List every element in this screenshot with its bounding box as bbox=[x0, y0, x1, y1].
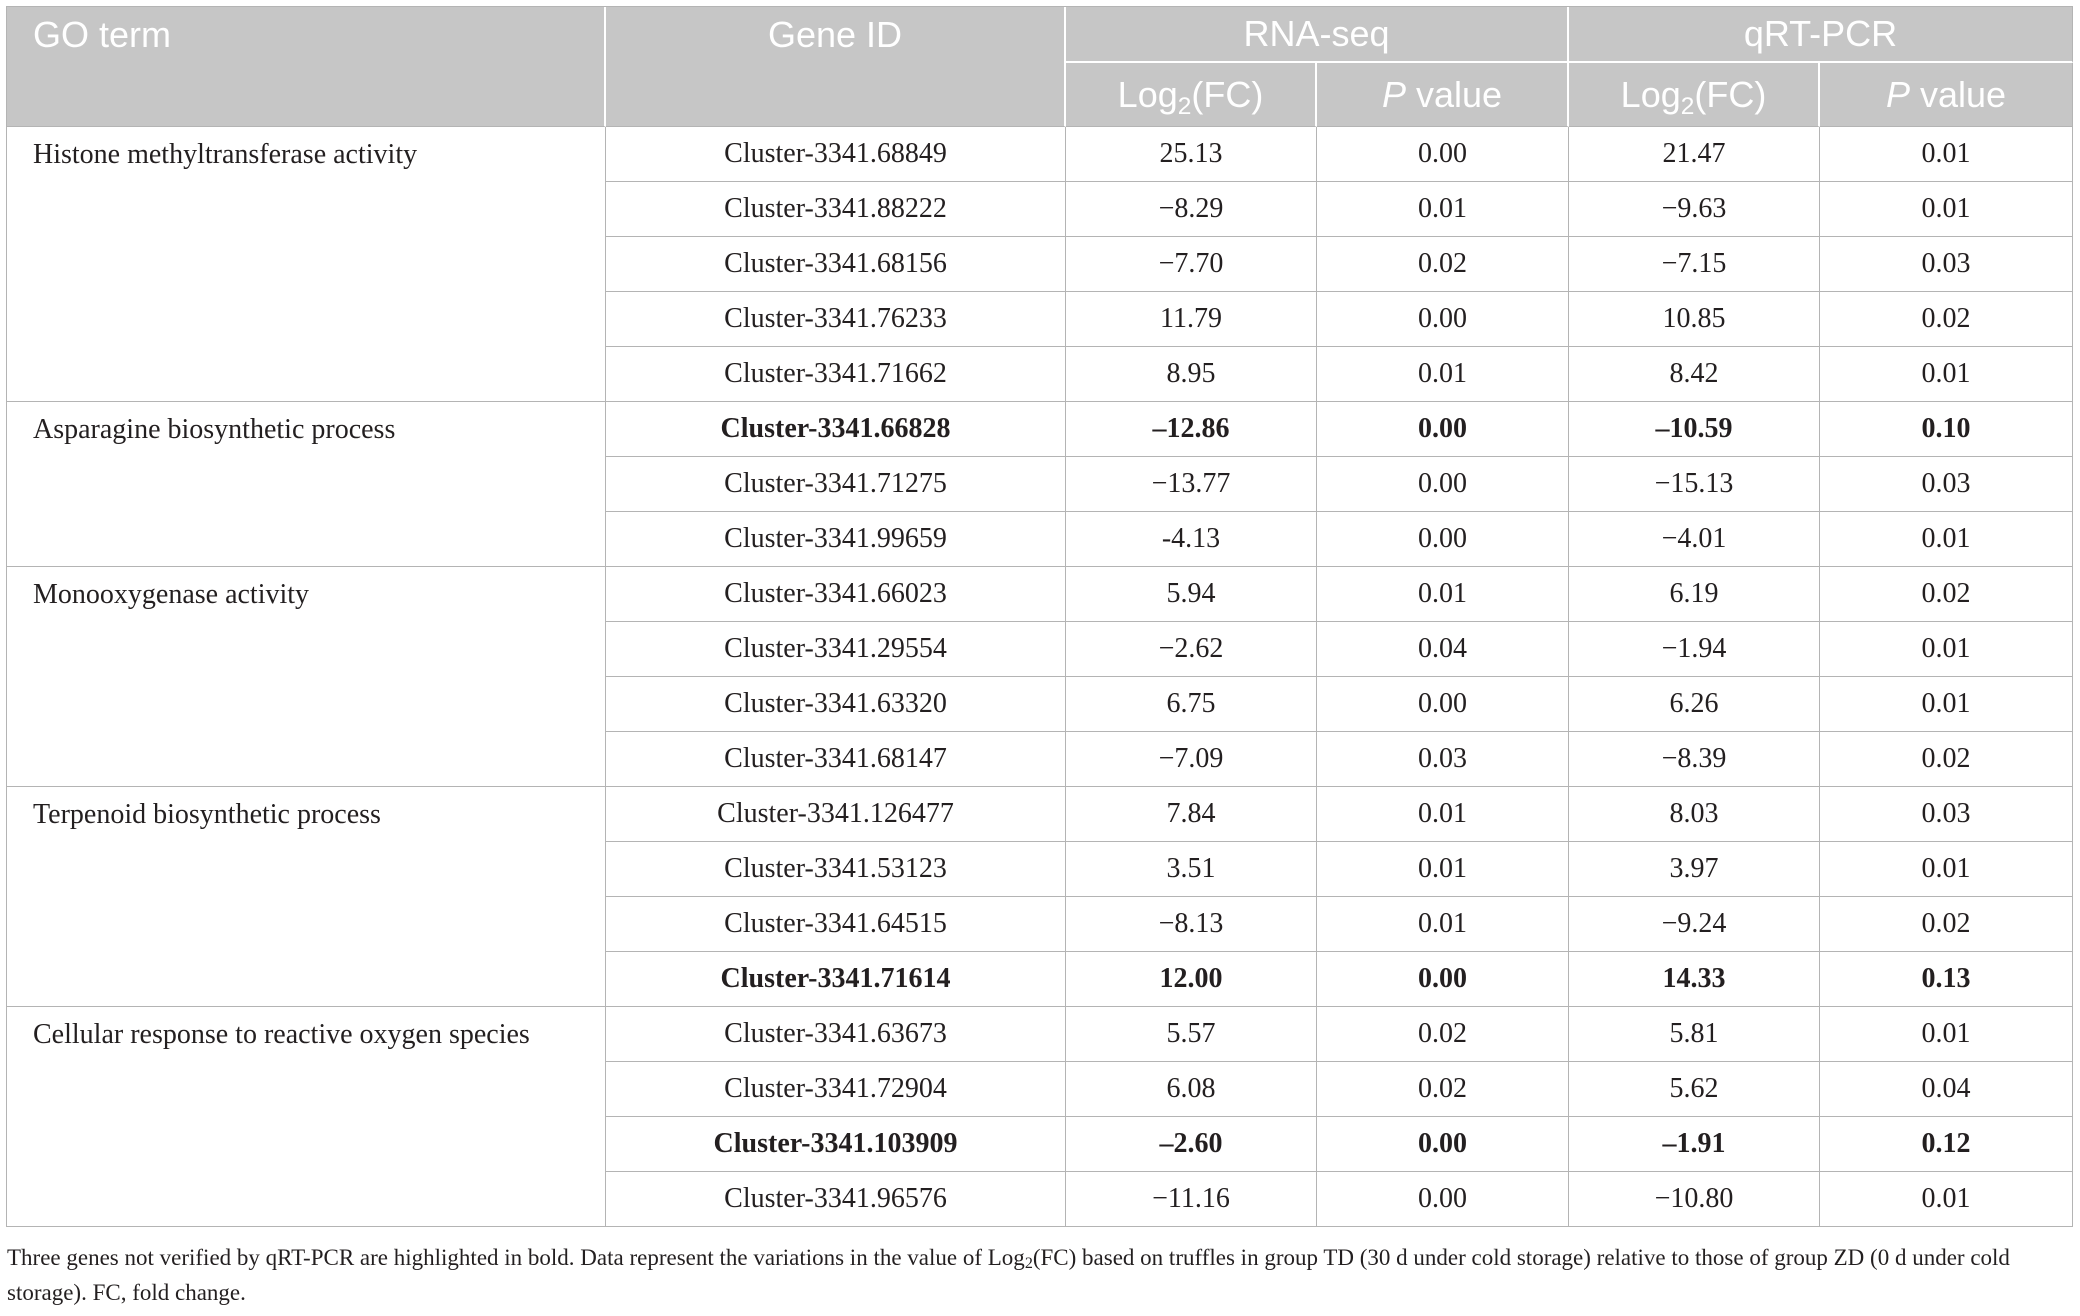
rna-seq-log2fc-cell: –12.86 bbox=[1066, 402, 1317, 457]
qrt-pcr-log2fc-cell: −1.94 bbox=[1569, 622, 1820, 677]
rna-seq-log2fc-cell: 7.84 bbox=[1066, 787, 1317, 842]
qrt-pcr-log2fc-cell: 8.42 bbox=[1569, 347, 1820, 402]
qrt-pcr-log2fc-cell: 5.81 bbox=[1569, 1007, 1820, 1062]
gene-validation-table bbox=[6, 6, 2073, 1227]
qrt-pcr-log2fc-cell: –10.59 bbox=[1569, 402, 1820, 457]
qrt-pcr-log2fc-cell: −15.13 bbox=[1569, 457, 1820, 512]
go-term-cell: Monooxygenase activity bbox=[7, 567, 606, 787]
qrt-pcr-p-value-cell: 0.10 bbox=[1820, 402, 2073, 457]
header-qrt-pcr-p-value bbox=[1820, 63, 2073, 127]
gene-id-cell: Cluster-3341.76233 bbox=[606, 292, 1066, 347]
qrt-pcr-p-value-cell: 0.01 bbox=[1820, 1172, 2073, 1227]
rna-seq-log2fc-cell: -4.13 bbox=[1066, 512, 1317, 567]
qrt-pcr-p-value-cell: 0.02 bbox=[1820, 292, 2073, 347]
rna-seq-p-value-cell: 0.01 bbox=[1317, 567, 1569, 622]
qrt-pcr-log2fc-cell: −4.01 bbox=[1569, 512, 1820, 567]
table-footnote bbox=[7, 1240, 2073, 1310]
rna-seq-log2fc-cell: −7.09 bbox=[1066, 732, 1317, 787]
rna-seq-p-value-cell: 0.02 bbox=[1317, 1007, 1569, 1062]
go-term-cell: Asparagine biosynthetic process bbox=[7, 402, 606, 567]
log2fc-subscript: 2 bbox=[1177, 92, 1192, 120]
rna-seq-log2fc-cell: 11.79 bbox=[1066, 292, 1317, 347]
rna-seq-p-value-cell: 0.01 bbox=[1317, 897, 1569, 952]
rna-seq-p-value-cell: 0.01 bbox=[1317, 842, 1569, 897]
rna-seq-p-value-cell: 0.00 bbox=[1317, 1117, 1569, 1172]
p-value-rest: value bbox=[1405, 73, 1503, 115]
rna-seq-p-value-cell: 0.00 bbox=[1317, 457, 1569, 512]
p-value-label bbox=[1382, 74, 1502, 116]
gene-id-cell: Cluster-3341.68156 bbox=[606, 237, 1066, 292]
qrt-pcr-log2fc-cell: 6.26 bbox=[1569, 677, 1820, 732]
header-go-term: GO term bbox=[7, 7, 606, 127]
gene-id-cell: Cluster-3341.68147 bbox=[606, 732, 1066, 787]
gene-id-cell: Cluster-3341.71662 bbox=[606, 347, 1066, 402]
qrt-pcr-log2fc-cell: 3.97 bbox=[1569, 842, 1820, 897]
header-rna-seq-p-value bbox=[1317, 63, 1569, 127]
qrt-pcr-p-value-cell: 0.13 bbox=[1820, 952, 2073, 1007]
qrt-pcr-p-value-cell: 0.01 bbox=[1820, 127, 2073, 182]
go-term-cell: Terpenoid biosynthetic process bbox=[7, 787, 606, 1007]
go-term-cell: Histone methyltransferase activity bbox=[7, 127, 606, 402]
qrt-pcr-p-value-cell: 0.04 bbox=[1820, 1062, 2073, 1117]
rna-seq-p-value-cell: 0.02 bbox=[1317, 1062, 1569, 1117]
footnote-subscript: 2 bbox=[1024, 1255, 1033, 1273]
rna-seq-p-value-cell: 0.00 bbox=[1317, 127, 1569, 182]
log2fc-label bbox=[1117, 73, 1264, 120]
log2fc-base: Log bbox=[1620, 73, 1681, 115]
header-gene-id: Gene ID bbox=[606, 7, 1066, 127]
gene-id-cell: Cluster-3341.29554 bbox=[606, 622, 1066, 677]
qrt-pcr-log2fc-cell: −7.15 bbox=[1569, 237, 1820, 292]
qrt-pcr-log2fc-cell: 6.19 bbox=[1569, 567, 1820, 622]
rna-seq-log2fc-cell: 8.95 bbox=[1066, 347, 1317, 402]
log2fc-suffix: (FC) bbox=[1694, 73, 1767, 115]
qrt-pcr-log2fc-cell: −9.24 bbox=[1569, 897, 1820, 952]
log2fc-label bbox=[1620, 73, 1767, 120]
qrt-pcr-log2fc-cell: −9.63 bbox=[1569, 182, 1820, 237]
rna-seq-log2fc-cell: 25.13 bbox=[1066, 127, 1317, 182]
rna-seq-log2fc-cell: −11.16 bbox=[1066, 1172, 1317, 1227]
qrt-pcr-p-value-cell: 0.01 bbox=[1820, 677, 2073, 732]
rna-seq-log2fc-cell: −8.29 bbox=[1066, 182, 1317, 237]
rna-seq-log2fc-cell: 6.75 bbox=[1066, 677, 1317, 732]
qrt-pcr-log2fc-cell: −8.39 bbox=[1569, 732, 1820, 787]
qrt-pcr-log2fc-cell: 14.33 bbox=[1569, 952, 1820, 1007]
p-value-italic-p: P bbox=[1381, 73, 1406, 115]
gene-id-cell: Cluster-3341.71275 bbox=[606, 457, 1066, 512]
rna-seq-p-value-cell: 0.00 bbox=[1317, 1172, 1569, 1227]
gene-id-cell: Cluster-3341.68849 bbox=[606, 127, 1066, 182]
rna-seq-log2fc-cell: −7.70 bbox=[1066, 237, 1317, 292]
rna-seq-log2fc-cell: −8.13 bbox=[1066, 897, 1317, 952]
header-qrt-pcr: qRT-PCR bbox=[1569, 7, 2073, 63]
log2fc-subscript: 2 bbox=[1680, 92, 1695, 120]
gene-id-cell: Cluster-3341.63673 bbox=[606, 1007, 1066, 1062]
rna-seq-p-value-cell: 0.00 bbox=[1317, 402, 1569, 457]
gene-id-cell: Cluster-3341.72904 bbox=[606, 1062, 1066, 1117]
gene-id-cell: Cluster-3341.64515 bbox=[606, 897, 1066, 952]
header-rna-seq-log2fc bbox=[1066, 63, 1317, 127]
rna-seq-p-value-cell: 0.01 bbox=[1317, 182, 1569, 237]
rna-seq-log2fc-cell: 5.94 bbox=[1066, 567, 1317, 622]
qrt-pcr-log2fc-cell: 10.85 bbox=[1569, 292, 1820, 347]
gene-id-cell: Cluster-3341.103909 bbox=[606, 1117, 1066, 1172]
qrt-pcr-p-value-cell: 0.03 bbox=[1820, 787, 2073, 842]
qrt-pcr-p-value-cell: 0.01 bbox=[1820, 512, 2073, 567]
p-value-rest: value bbox=[1909, 73, 2007, 115]
qrt-pcr-p-value-cell: 0.01 bbox=[1820, 182, 2073, 237]
qrt-pcr-p-value-cell: 0.01 bbox=[1820, 1007, 2073, 1062]
rna-seq-log2fc-cell: −13.77 bbox=[1066, 457, 1317, 512]
rna-seq-p-value-cell: 0.00 bbox=[1317, 292, 1569, 347]
gene-id-cell: Cluster-3341.63320 bbox=[606, 677, 1066, 732]
header-qrt-pcr-log2fc bbox=[1569, 63, 1820, 127]
rna-seq-log2fc-cell: –2.60 bbox=[1066, 1117, 1317, 1172]
qrt-pcr-p-value-cell: 0.02 bbox=[1820, 897, 2073, 952]
rna-seq-log2fc-cell: 3.51 bbox=[1066, 842, 1317, 897]
gene-id-cell: Cluster-3341.88222 bbox=[606, 182, 1066, 237]
qrt-pcr-log2fc-cell: −10.80 bbox=[1569, 1172, 1820, 1227]
p-value-italic-p: P bbox=[1885, 73, 1910, 115]
gene-id-cell: Cluster-3341.66828 bbox=[606, 402, 1066, 457]
rna-seq-p-value-cell: 0.00 bbox=[1317, 677, 1569, 732]
rna-seq-log2fc-cell: 5.57 bbox=[1066, 1007, 1317, 1062]
log2fc-base: Log bbox=[1117, 73, 1178, 115]
qrt-pcr-p-value-cell: 0.02 bbox=[1820, 732, 2073, 787]
gene-id-cell: Cluster-3341.99659 bbox=[606, 512, 1066, 567]
rna-seq-log2fc-cell: 12.00 bbox=[1066, 952, 1317, 1007]
qrt-pcr-log2fc-cell: –1.91 bbox=[1569, 1117, 1820, 1172]
qrt-pcr-p-value-cell: 0.03 bbox=[1820, 237, 2073, 292]
go-term-cell: Cellular response to reactive oxygen species bbox=[7, 1007, 606, 1227]
footnote-text-end: (FC) based on truffles in group TD (30 d under cold storage) relative to those of group ZD (0 d under cold storage). FC, fold change. bbox=[7, 1245, 2010, 1305]
log2fc-suffix: (FC) bbox=[1191, 73, 1264, 115]
header-rna-seq: RNA-seq bbox=[1066, 7, 1569, 63]
rna-seq-p-value-cell: 0.04 bbox=[1317, 622, 1569, 677]
qrt-pcr-log2fc-cell: 5.62 bbox=[1569, 1062, 1820, 1117]
rna-seq-log2fc-cell: 6.08 bbox=[1066, 1062, 1317, 1117]
p-value-label bbox=[1886, 74, 2006, 116]
rna-seq-p-value-cell: 0.02 bbox=[1317, 237, 1569, 292]
qrt-pcr-log2fc-cell: 21.47 bbox=[1569, 127, 1820, 182]
gene-id-cell: Cluster-3341.96576 bbox=[606, 1172, 1066, 1227]
gene-id-cell: Cluster-3341.53123 bbox=[606, 842, 1066, 897]
qrt-pcr-p-value-cell: 0.01 bbox=[1820, 842, 2073, 897]
qrt-pcr-p-value-cell: 0.02 bbox=[1820, 567, 2073, 622]
qrt-pcr-p-value-cell: 0.01 bbox=[1820, 622, 2073, 677]
qrt-pcr-p-value-cell: 0.03 bbox=[1820, 457, 2073, 512]
gene-id-cell: Cluster-3341.126477 bbox=[606, 787, 1066, 842]
rna-seq-p-value-cell: 0.00 bbox=[1317, 512, 1569, 567]
rna-seq-p-value-cell: 0.03 bbox=[1317, 732, 1569, 787]
footnote-text-start: Three genes not verified by qRT-PCR are highlighted in bold. Data represent the variations in the value of Log bbox=[7, 1245, 1025, 1270]
qrt-pcr-p-value-cell: 0.01 bbox=[1820, 347, 2073, 402]
qrt-pcr-p-value-cell: 0.12 bbox=[1820, 1117, 2073, 1172]
qrt-pcr-log2fc-cell: 8.03 bbox=[1569, 787, 1820, 842]
rna-seq-p-value-cell: 0.00 bbox=[1317, 952, 1569, 1007]
rna-seq-p-value-cell: 0.01 bbox=[1317, 787, 1569, 842]
rna-seq-log2fc-cell: −2.62 bbox=[1066, 622, 1317, 677]
rna-seq-p-value-cell: 0.01 bbox=[1317, 347, 1569, 402]
gene-id-cell: Cluster-3341.66023 bbox=[606, 567, 1066, 622]
gene-id-cell: Cluster-3341.71614 bbox=[606, 952, 1066, 1007]
